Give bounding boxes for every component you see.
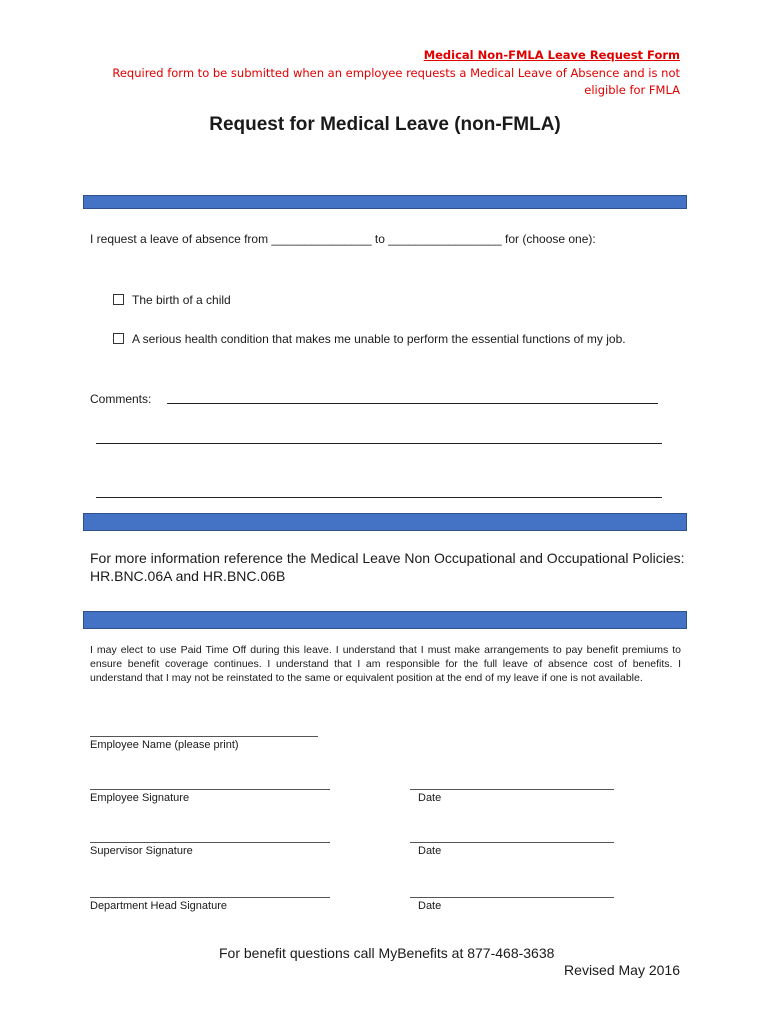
supervisor-date-label: Date — [418, 845, 442, 857]
supervisor-signature-label: Supervisor Signature — [90, 845, 193, 857]
request-line: I request a leave of absence from _______________ to _________________ for (choose one): — [90, 232, 596, 246]
employee-date-label: Date — [418, 792, 442, 804]
checkbox-birth[interactable] — [113, 294, 124, 305]
page-title: Request for Medical Leave (non-FMLA) — [209, 114, 561, 135]
option-health[interactable] — [113, 332, 626, 346]
revision-date: Revised May 2016 — [564, 962, 680, 978]
department-head-date-line[interactable] — [410, 897, 614, 898]
department-head-signature-label: Department Head Signature — [90, 900, 227, 912]
employee-name-label: Employee Name (please print) — [90, 739, 239, 751]
policy-info: For more information reference the Medical Leave Non Occupational and Occupational Policies: HR.BNC.06A and HR.BNC.06B — [90, 550, 685, 584]
option-birth[interactable] — [113, 293, 231, 307]
employee-signature-line[interactable] — [90, 789, 330, 790]
employee-signature-label: Employee Signature — [90, 792, 190, 804]
supervisor-signature-line[interactable] — [90, 842, 330, 843]
form-header-subtitle: Required form to be submitted when an employee requests a Medical Leave of Absence and is not eligible for FMLA — [112, 66, 680, 97]
comments-line-1[interactable] — [167, 403, 658, 404]
supervisor-date-line[interactable] — [410, 842, 614, 843]
option-health-label: A serious health condition that makes me unable to perform the essential functions of my job. — [132, 332, 626, 346]
form-header-title: Medical Non-FMLA Leave Request Form — [423, 48, 680, 62]
comments-line-3[interactable] — [96, 497, 662, 498]
department-head-date-label: Date — [418, 900, 442, 912]
comments-label: Comments: — [90, 392, 152, 406]
employee-date-line[interactable] — [410, 789, 614, 790]
employee-name-line[interactable] — [90, 736, 318, 737]
section-bar-1 — [83, 195, 687, 209]
section-bar-3 — [83, 611, 687, 629]
comments-line-2[interactable] — [96, 443, 662, 444]
acknowledgement-paragraph: I may elect to use Paid Time Off during this leave. I understand that I must make arrangements to pay benefit premiums to ensure benefit coverage continues. I understand that I am responsible for the full leave of absence cost of benefits. I understand that I may not be reinstated to the same or equivalent position at the end of my leave if one is not available. — [90, 644, 681, 684]
option-birth-label: The birth of a child — [132, 293, 231, 307]
department-head-signature-line[interactable] — [90, 897, 330, 898]
benefits-contact: For benefit questions call MyBenefits at 877-468-3638 — [219, 945, 555, 961]
checkbox-health[interactable] — [113, 333, 124, 344]
section-bar-2 — [83, 513, 687, 531]
